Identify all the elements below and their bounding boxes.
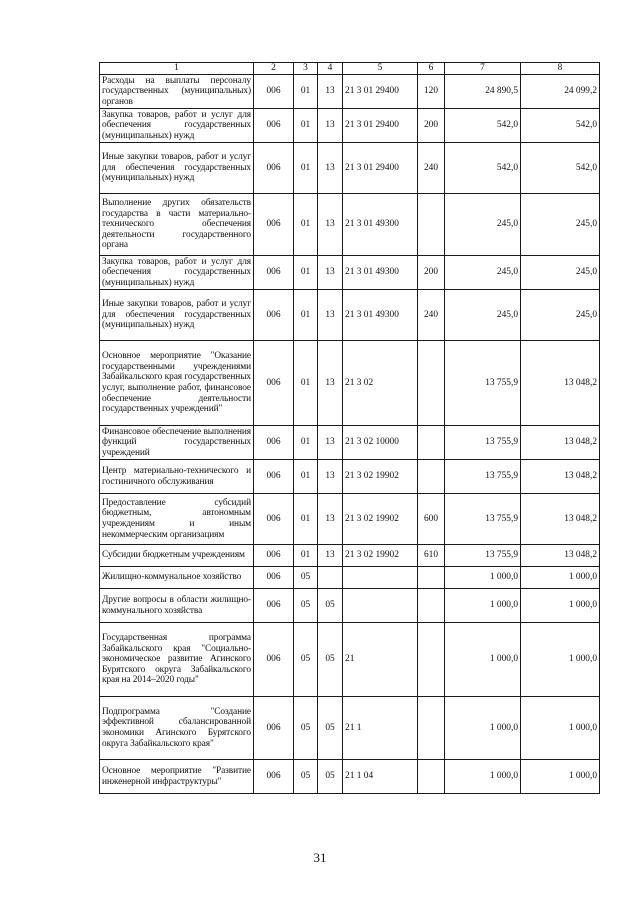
cell-name: Другие вопросы в области жилищно-коммунального хозяйства (100, 589, 254, 623)
page-number: 31 (313, 850, 327, 865)
header-col-3: 3 (294, 63, 318, 75)
table-row (100, 75, 600, 109)
table-row (100, 494, 600, 545)
cell-target: 21 3 02 10000 (343, 426, 418, 460)
table-row (100, 109, 600, 143)
cell-subsection: 05 (318, 760, 343, 794)
cell-name: Основное мероприятие "Оказание государственными учреждениями Забайкальского края государственных услуг, выполнение работ, финансовое обеспечение деятельности государственных учреждений" (100, 341, 254, 426)
cell-section: 01 (294, 341, 318, 426)
cell-name: Закупка товаров, работ и услуг для обеспечения государственных (муниципальных) нужд (100, 109, 254, 143)
cell-target (343, 589, 418, 623)
cell-target: 21 3 02 19902 (343, 545, 418, 567)
cell-expense-type (418, 623, 445, 697)
header-col-1: 1 (100, 63, 254, 75)
table-row (100, 589, 600, 623)
cell-ministry: 006 (254, 589, 294, 623)
cell-amount-2: 1 000,0 (521, 589, 600, 623)
cell-amount-2: 24 099,2 (521, 75, 600, 109)
cell-name: Подпрограмма "Создание эффективной сбалансированной экономики Агинского Бурятского округа Забайкальского края" (100, 697, 254, 760)
cell-expense-type (418, 697, 445, 760)
cell-target: 21 3 01 49300 (343, 194, 418, 256)
cell-amount-1: 542,0 (445, 143, 521, 194)
cell-ministry: 006 (254, 194, 294, 256)
cell-expense-type (418, 341, 445, 426)
cell-target: 21 (343, 623, 418, 697)
cell-subsection: 13 (318, 256, 343, 290)
cell-expense-type (418, 460, 445, 494)
header-col-7: 7 (445, 63, 521, 75)
cell-amount-2: 13 048,2 (521, 426, 600, 460)
cell-amount-2: 245,0 (521, 194, 600, 256)
cell-section: 01 (294, 143, 318, 194)
cell-subsection: 13 (318, 460, 343, 494)
cell-amount-2: 542,0 (521, 143, 600, 194)
cell-subsection: 13 (318, 290, 343, 341)
cell-amount-2: 13 048,2 (521, 460, 600, 494)
cell-amount-1: 13 755,9 (445, 545, 521, 567)
cell-amount-1: 245,0 (445, 256, 521, 290)
cell-target: 21 3 01 49300 (343, 290, 418, 341)
cell-subsection: 13 (318, 194, 343, 256)
cell-section: 01 (294, 545, 318, 567)
cell-expense-type: 200 (418, 109, 445, 143)
cell-amount-2: 245,0 (521, 256, 600, 290)
cell-target: 21 3 01 49300 (343, 256, 418, 290)
table-row (100, 623, 600, 697)
cell-ministry: 006 (254, 341, 294, 426)
cell-name: Закупка товаров, работ и услуг для обеспечения государственных (муниципальных) нужд (100, 256, 254, 290)
cell-section: 05 (294, 623, 318, 697)
cell-ministry: 006 (254, 290, 294, 341)
table-row (100, 460, 600, 494)
cell-expense-type: 120 (418, 75, 445, 109)
cell-ministry: 006 (254, 623, 294, 697)
cell-target: 21 3 02 (343, 341, 418, 426)
table-body (100, 75, 600, 794)
cell-ministry: 006 (254, 494, 294, 545)
table-row (100, 256, 600, 290)
header-col-2: 2 (254, 63, 294, 75)
cell-section: 05 (294, 697, 318, 760)
cell-section: 01 (294, 426, 318, 460)
cell-ministry: 006 (254, 760, 294, 794)
cell-section: 01 (294, 109, 318, 143)
cell-amount-2: 1 000,0 (521, 697, 600, 760)
cell-amount-2: 1 000,0 (521, 760, 600, 794)
budget-table (99, 62, 600, 794)
cell-amount-2: 13 048,2 (521, 494, 600, 545)
cell-expense-type: 240 (418, 290, 445, 341)
cell-amount-1: 1 000,0 (445, 589, 521, 623)
cell-name: Иные закупки товаров, работ и услуг для обеспечения государственных (муниципальных) нужд (100, 143, 254, 194)
header-col-8: 8 (521, 63, 600, 75)
cell-ministry: 006 (254, 256, 294, 290)
cell-section: 05 (294, 567, 318, 589)
cell-subsection: 13 (318, 109, 343, 143)
cell-section: 01 (294, 290, 318, 341)
cell-expense-type (418, 589, 445, 623)
cell-ministry: 006 (254, 426, 294, 460)
cell-name: Финансовое обеспечение выполнения функций государственных учреждений (100, 426, 254, 460)
cell-amount-1: 245,0 (445, 194, 521, 256)
cell-amount-2: 245,0 (521, 290, 600, 341)
cell-subsection: 05 (318, 589, 343, 623)
cell-amount-2: 1 000,0 (521, 623, 600, 697)
cell-expense-type: 240 (418, 143, 445, 194)
cell-subsection: 05 (318, 623, 343, 697)
cell-amount-2: 1 000,0 (521, 567, 600, 589)
cell-target: 21 1 (343, 697, 418, 760)
cell-target: 21 3 01 29400 (343, 109, 418, 143)
cell-section: 05 (294, 760, 318, 794)
cell-ministry: 006 (254, 75, 294, 109)
table-row (100, 567, 600, 589)
cell-ministry: 006 (254, 567, 294, 589)
cell-ministry: 006 (254, 697, 294, 760)
cell-amount-1: 1 000,0 (445, 760, 521, 794)
cell-name: Субсидии бюджетным учреждениям (100, 545, 254, 567)
cell-expense-type (418, 567, 445, 589)
cell-amount-2: 542,0 (521, 109, 600, 143)
table-row (100, 545, 600, 567)
table-row (100, 194, 600, 256)
cell-section: 01 (294, 494, 318, 545)
cell-target: 21 3 01 29400 (343, 143, 418, 194)
cell-expense-type (418, 194, 445, 256)
cell-amount-1: 13 755,9 (445, 494, 521, 545)
cell-section: 01 (294, 75, 318, 109)
cell-subsection: 13 (318, 75, 343, 109)
cell-name: Основное мероприятие "Развитие инженерной инфраструктуры" (100, 760, 254, 794)
cell-subsection: 05 (318, 697, 343, 760)
cell-target: 21 3 02 19902 (343, 494, 418, 545)
cell-target: 21 3 01 29400 (343, 75, 418, 109)
cell-amount-1: 13 755,9 (445, 460, 521, 494)
cell-name: Расходы на выплаты персоналу государственных (муниципальных) органов (100, 75, 254, 109)
cell-expense-type: 200 (418, 256, 445, 290)
cell-amount-1: 1 000,0 (445, 567, 521, 589)
table-row (100, 697, 600, 760)
cell-name: Жилищно-коммунальное хозяйство (100, 567, 254, 589)
cell-subsection: 13 (318, 341, 343, 426)
cell-ministry: 006 (254, 460, 294, 494)
cell-subsection (318, 567, 343, 589)
cell-target: 21 1 04 (343, 760, 418, 794)
cell-subsection: 13 (318, 494, 343, 545)
cell-target (343, 567, 418, 589)
cell-amount-1: 245,0 (445, 290, 521, 341)
cell-name: Выполнение других обязательств государства в части материально-технического обеспечения деятельности государственного органа (100, 194, 254, 256)
header-col-5: 5 (343, 63, 418, 75)
cell-target: 21 3 02 19902 (343, 460, 418, 494)
cell-subsection: 13 (318, 143, 343, 194)
cell-amount-1: 1 000,0 (445, 697, 521, 760)
cell-name: Иные закупки товаров, работ и услуг для обеспечения государственных (муниципальных) нужд (100, 290, 254, 341)
header-col-6: 6 (418, 63, 445, 75)
table-header-row (100, 63, 600, 75)
cell-amount-1: 13 755,9 (445, 341, 521, 426)
cell-amount-1: 542,0 (445, 109, 521, 143)
cell-amount-2: 13 048,2 (521, 341, 600, 426)
cell-amount-2: 13 048,2 (521, 545, 600, 567)
cell-expense-type: 600 (418, 494, 445, 545)
cell-name: Центр материально-технического и гостиничного обслуживания (100, 460, 254, 494)
cell-amount-1: 13 755,9 (445, 426, 521, 460)
cell-section: 01 (294, 194, 318, 256)
cell-expense-type (418, 760, 445, 794)
cell-section: 01 (294, 460, 318, 494)
cell-ministry: 006 (254, 109, 294, 143)
table-row (100, 290, 600, 341)
cell-section: 01 (294, 256, 318, 290)
cell-amount-1: 24 890,5 (445, 75, 521, 109)
cell-expense-type: 610 (418, 545, 445, 567)
cell-section: 05 (294, 589, 318, 623)
cell-name: Государственная программа Забайкальского края "Социально-экономическое развитие Агинского Бурятского округа Забайкальского края на 2014–2020 годы" (100, 623, 254, 697)
cell-name: Предоставление субсидий бюджетным, автономным учреждениям и иным некоммерческим организациям (100, 494, 254, 545)
table-row (100, 143, 600, 194)
cell-amount-1: 1 000,0 (445, 623, 521, 697)
cell-expense-type (418, 426, 445, 460)
table-row (100, 760, 600, 794)
cell-ministry: 006 (254, 143, 294, 194)
cell-ministry: 006 (254, 545, 294, 567)
cell-subsection: 13 (318, 426, 343, 460)
table-row (100, 341, 600, 426)
cell-subsection: 13 (318, 545, 343, 567)
table-row (100, 426, 600, 460)
header-col-4: 4 (318, 63, 343, 75)
